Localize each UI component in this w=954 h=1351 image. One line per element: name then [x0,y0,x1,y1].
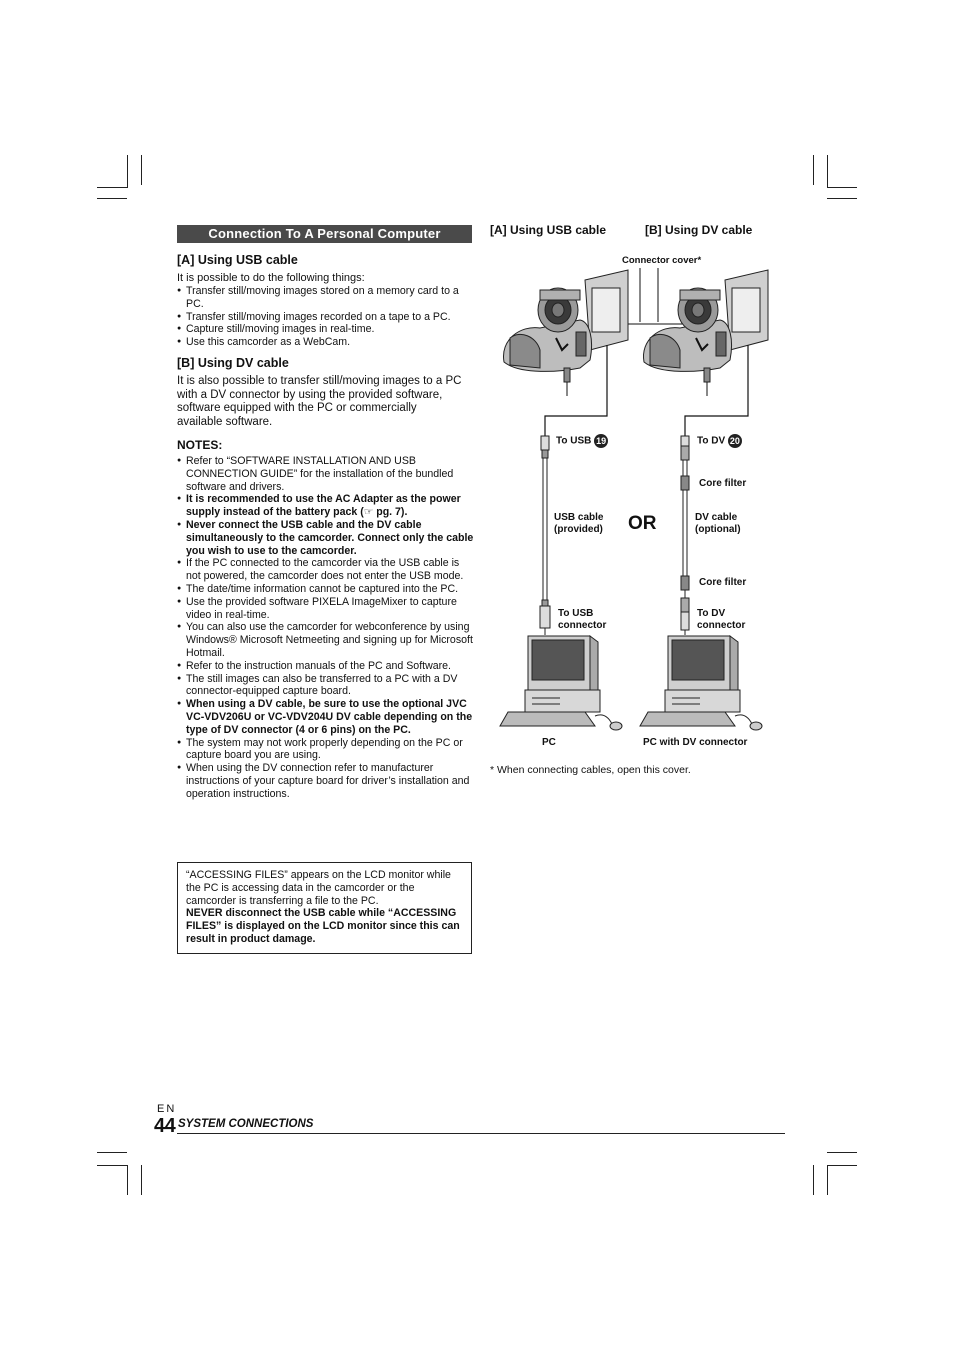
pc-dv [640,636,762,730]
to-dv-connector-line2: connector [697,619,746,631]
pc-usb [500,636,622,730]
to-usb-connector-line1: To USB [558,608,594,619]
usb-cable-line2: (provided) [554,523,603,535]
usb-list [177,285,472,349]
usb-cable-label [554,512,603,535]
usb-cable-line1: USB cable [554,512,604,523]
footer-section: SYSTEM CONNECTIONS [178,1118,314,1130]
list-item: ● Transfer still/moving images stored on a memory card to a PC. [177,285,472,311]
footer-lang: EN [157,1103,177,1115]
diagram-title-usb: [A] Using USB cable [490,223,607,237]
list-item: ● The date/time information cannot be captured into the PC. [177,583,474,596]
dv-number-badge: 20 [729,436,740,446]
pc-label: PC [542,737,556,748]
list-item: ● It is recommended to use the AC Adapter as the power supply instead of the battery pack (☞ pg. 7). [177,493,474,519]
list-item: ● If the PC connected to the camcorder via the USB cable is not powered, the camcorder does not enter the USB mode. [177,557,474,583]
dv-title: [B] Using DV cable [177,356,289,370]
usb-cable [540,436,550,635]
usb-lead: It is possible to do the following things: [177,272,365,284]
list-item: ● Refer to “SOFTWARE INSTALLATION AND USB CONNECTION GUIDE” for the installation of the bundled software and drivers. [177,455,474,493]
camcorder-dv [643,270,768,396]
connection-diagram [480,250,790,750]
warning-text: “ACCESSING FILES” appears on the LCD monitor while the PC is accessing data in the camcorder or the camcorder is transferring a file to the PC. [186,869,451,907]
page-number: 44 [154,1115,176,1137]
list-item: ● Use the provided software PIXELA ImageMixer to capture video in real-time. [177,596,474,622]
to-usb-text: To USB [556,435,592,447]
dv-cable-line2: (optional) [695,523,741,535]
or-label: OR [628,513,657,534]
core-filter-top-label: Core filter [699,478,747,489]
to-usb-connector-line2: connector [558,619,607,631]
footnote: * When connecting cables, open this cover. [490,764,691,776]
to-dv-connector-label [697,608,745,631]
dv-cable [681,436,689,635]
to-dv-text: To DV [697,435,726,447]
to-dv-label [697,434,742,448]
usb-title: [A] Using USB cable [177,253,298,267]
core-filter-bottom-label: Core filter [699,577,747,588]
list-item: ● When using a DV cable, be sure to use the optional JVC VC-VDV206U or VC-VDV204U DV cable depending on the type of DV connector (4 or 6 pins) on the PC. [177,698,474,736]
camcorder-usb [503,270,628,396]
dv-text: It is also possible to transfer still/moving images to a PC with a DV connector by using the provided software, software equipped with the PC or commercially available software. [177,375,462,428]
to-dv-connector-line1: To DV [697,608,726,619]
list-item: ● When using the DV connection refer to manufacturer instructions of your capture board for driver’s installation and operation instructions. [177,762,474,800]
usb-number-badge: 19 [596,436,607,446]
pc-dv-label: PC with DV connector [643,737,748,748]
footer-rule [177,1133,785,1134]
to-usb-label [556,434,608,448]
connector-cover-label: Connector cover* [622,255,702,266]
diagram-title-dv: [B] Using DV cable [645,223,753,237]
section-heading: Connection To A Personal Computer [177,225,472,243]
warning-bold-text: NEVER disconnect the USB cable while “ACCESSING FILES” is displayed on the LCD monitor since this can result in product damage. [186,907,460,945]
list-item: ● The still images can also be transferred to a PC with a DV connector-equipped capture board. [177,673,474,699]
list-item: ● Capture still/moving images in real-time. [177,323,472,336]
dv-cable-line1: DV cable [695,512,738,523]
list-item: ● Transfer still/moving images recorded on a tape to a PC. [177,311,472,324]
list-item: ● Refer to the instruction manuals of the PC and Software. [177,660,474,673]
list-item: ● Never connect the USB cable and the DV cable simultaneously to the camcorder. Connect only the cable you wish to use to the camcorder. [177,519,474,557]
list-item: ● The system may not work properly depending on the PC or capture board you are using. [177,737,474,763]
list-item: ● You can also use the camcorder for webconference by using Windows® Microsoft Netmeeting and signing up for Microsoft Hotmail. [177,621,474,659]
warning-box [177,862,472,954]
notes-list [177,455,474,801]
notes-title: NOTES: [177,438,223,452]
to-usb-connector-label [558,608,606,631]
dv-cable-label [695,512,741,535]
list-item: ● Use this camcorder as a WebCam. [177,336,472,349]
